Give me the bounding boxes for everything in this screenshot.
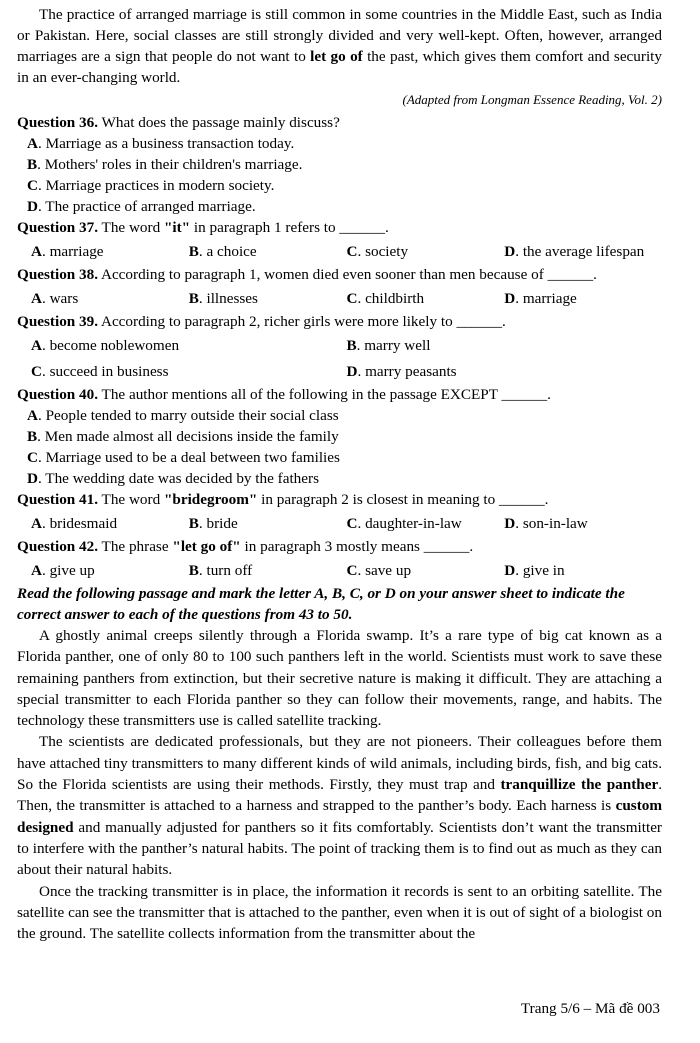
option-38-b[interactable]: B. illnesses — [188, 289, 258, 307]
paragraph-text: the past, which gives them comfort and security in an ever-changing world. — [17, 48, 662, 86]
option-38-d[interactable]: D. marriage — [504, 289, 577, 307]
options-39-row2 — [31, 358, 662, 384]
question-39: Question 39. According to paragraph 2, richer girls were more likely to ______. — [17, 313, 506, 330]
passage2-paragraph-2: The scientists are dedicated professionals, but they are not pioneers. Their colleagues before them have attached tiny transmitters to many different kinds of wild animals, including birds, fish, and big cats. So the Florida scientists are using their methods. Firstly, they must trap and tranquillize the panther. Then, the transmitter is attached to a harness and strapped to the panther’s body. Each harness is custom designed and manually adjusted for panthers so it fits comfortably. Scientists don’t want the transmitter to interfere with the panther’s natural habits. The point of tracking them is to find out as much as they can about their natural habits. — [17, 733, 662, 879]
option-41-b[interactable]: B. bride — [188, 514, 238, 532]
passage2-paragraph-3: Once the tracking transmitter is in place, the information it records is sent to an orbiting satellite. The satellite can see the transmitter that is attached to the panther, even when it is out of sight of a biologist on the ground. The satellite collects information from the transmitter about the — [17, 882, 662, 943]
bold-phrase: let go of — [310, 48, 363, 65]
option-40-b[interactable]: B. Men made almost all decisions inside the family — [27, 428, 339, 445]
option-37-a[interactable]: A. marriage — [31, 242, 104, 260]
question-40: Question 40. The author mentions all of the following in the passage EXCEPT ______. — [17, 386, 551, 403]
option-39-b[interactable]: B. marry well — [346, 336, 431, 354]
option-40-a[interactable]: A. People tended to marry outside their social class — [27, 407, 339, 424]
option-36-c[interactable]: C. Marriage practices in modern society. — [27, 177, 275, 194]
option-37-d[interactable]: D. the average lifespan — [504, 242, 645, 260]
option-42-a[interactable]: A. give up — [31, 561, 95, 579]
option-41-a[interactable]: A. bridesmaid — [31, 514, 118, 532]
options-42 — [31, 557, 662, 583]
option-39-d[interactable]: D. marry peasants — [346, 362, 457, 380]
option-39-c[interactable]: C. succeed in business — [31, 362, 169, 380]
question-37: Question 37. The word "it" in paragraph 1 refers to ______. — [17, 219, 389, 236]
question-41: Question 41. The word "bridegroom" in paragraph 2 is closest in meaning to ______. — [17, 491, 549, 508]
page-footer: Trang 5/6 – Mã đề 003 — [520, 1000, 660, 1017]
option-36-b[interactable]: B. Mothers' roles in their children's marriage. — [27, 156, 303, 173]
option-38-c[interactable]: C. childbirth — [346, 289, 425, 307]
passage-paragraph — [17, 4, 662, 88]
option-38-a[interactable]: A. wars — [31, 289, 79, 307]
option-36-a[interactable]: A. Marriage as a business transaction today. — [27, 135, 295, 152]
option-42-d[interactable]: D. give in — [504, 561, 565, 579]
options-38 — [31, 285, 662, 311]
source-citation: (Adapted from Longman Essence Reading, Vol. 2) — [402, 92, 662, 107]
option-42-b[interactable]: B. turn off — [188, 561, 253, 579]
section-instruction: Read the following passage and mark the letter A, B, C, or D on your answer sheet to indicate the correct answer to each of the questions from 43 to 50. — [17, 585, 625, 623]
question-36 — [17, 112, 662, 133]
options-37 — [31, 238, 662, 264]
option-42-c[interactable]: C. save up — [346, 561, 412, 579]
option-37-c[interactable]: C. society — [346, 242, 409, 260]
question-38: Question 38. According to paragraph 1, women died even sooner than men because of ______. — [17, 266, 597, 283]
option-37-b[interactable]: B. a choice — [188, 242, 257, 260]
options-39-row1 — [31, 332, 662, 358]
option-40-c[interactable]: C. Marriage used to be a deal between two families — [27, 449, 340, 466]
question-label: Question 36. — [17, 114, 99, 131]
option-40-d[interactable]: D. The wedding date was decided by the fathers — [27, 470, 319, 487]
paragraph-text: The practice of arranged marriage is still common in some countries in the Middle East, such as India or Pakistan. Here, social classes are still strongly divided and very well-kept. Often, however, arranged marriages are a sign that people do not want to — [17, 6, 662, 65]
options-41 — [31, 510, 662, 536]
option-39-a[interactable]: A. become noblewomen — [31, 336, 180, 354]
option-41-c[interactable]: C. daughter-in-law — [346, 514, 462, 532]
question-42: Question 42. The phrase "let go of" in paragraph 3 mostly means ______. — [17, 538, 474, 555]
question-text: What does the passage mainly discuss? — [98, 114, 340, 131]
passage2-paragraph-1: A ghostly animal creeps silently through a Florida swamp. It’s a rare type of big cat known as a Florida panther, one of only 80 to 100 such panthers left in the world. Scientists must work to save these remaining panthers from extinction, but their secretive nature is making it difficult. They are attaching a special transmitter to each Florida panther so they can follow their movements, range, and habits. The technology these transmitters use is called satellite tracking. — [17, 627, 662, 730]
document-page — [17, 4, 662, 944]
option-41-d[interactable]: D. son-in-law — [504, 514, 588, 532]
option-36-d[interactable]: D. The practice of arranged marriage. — [27, 198, 256, 215]
